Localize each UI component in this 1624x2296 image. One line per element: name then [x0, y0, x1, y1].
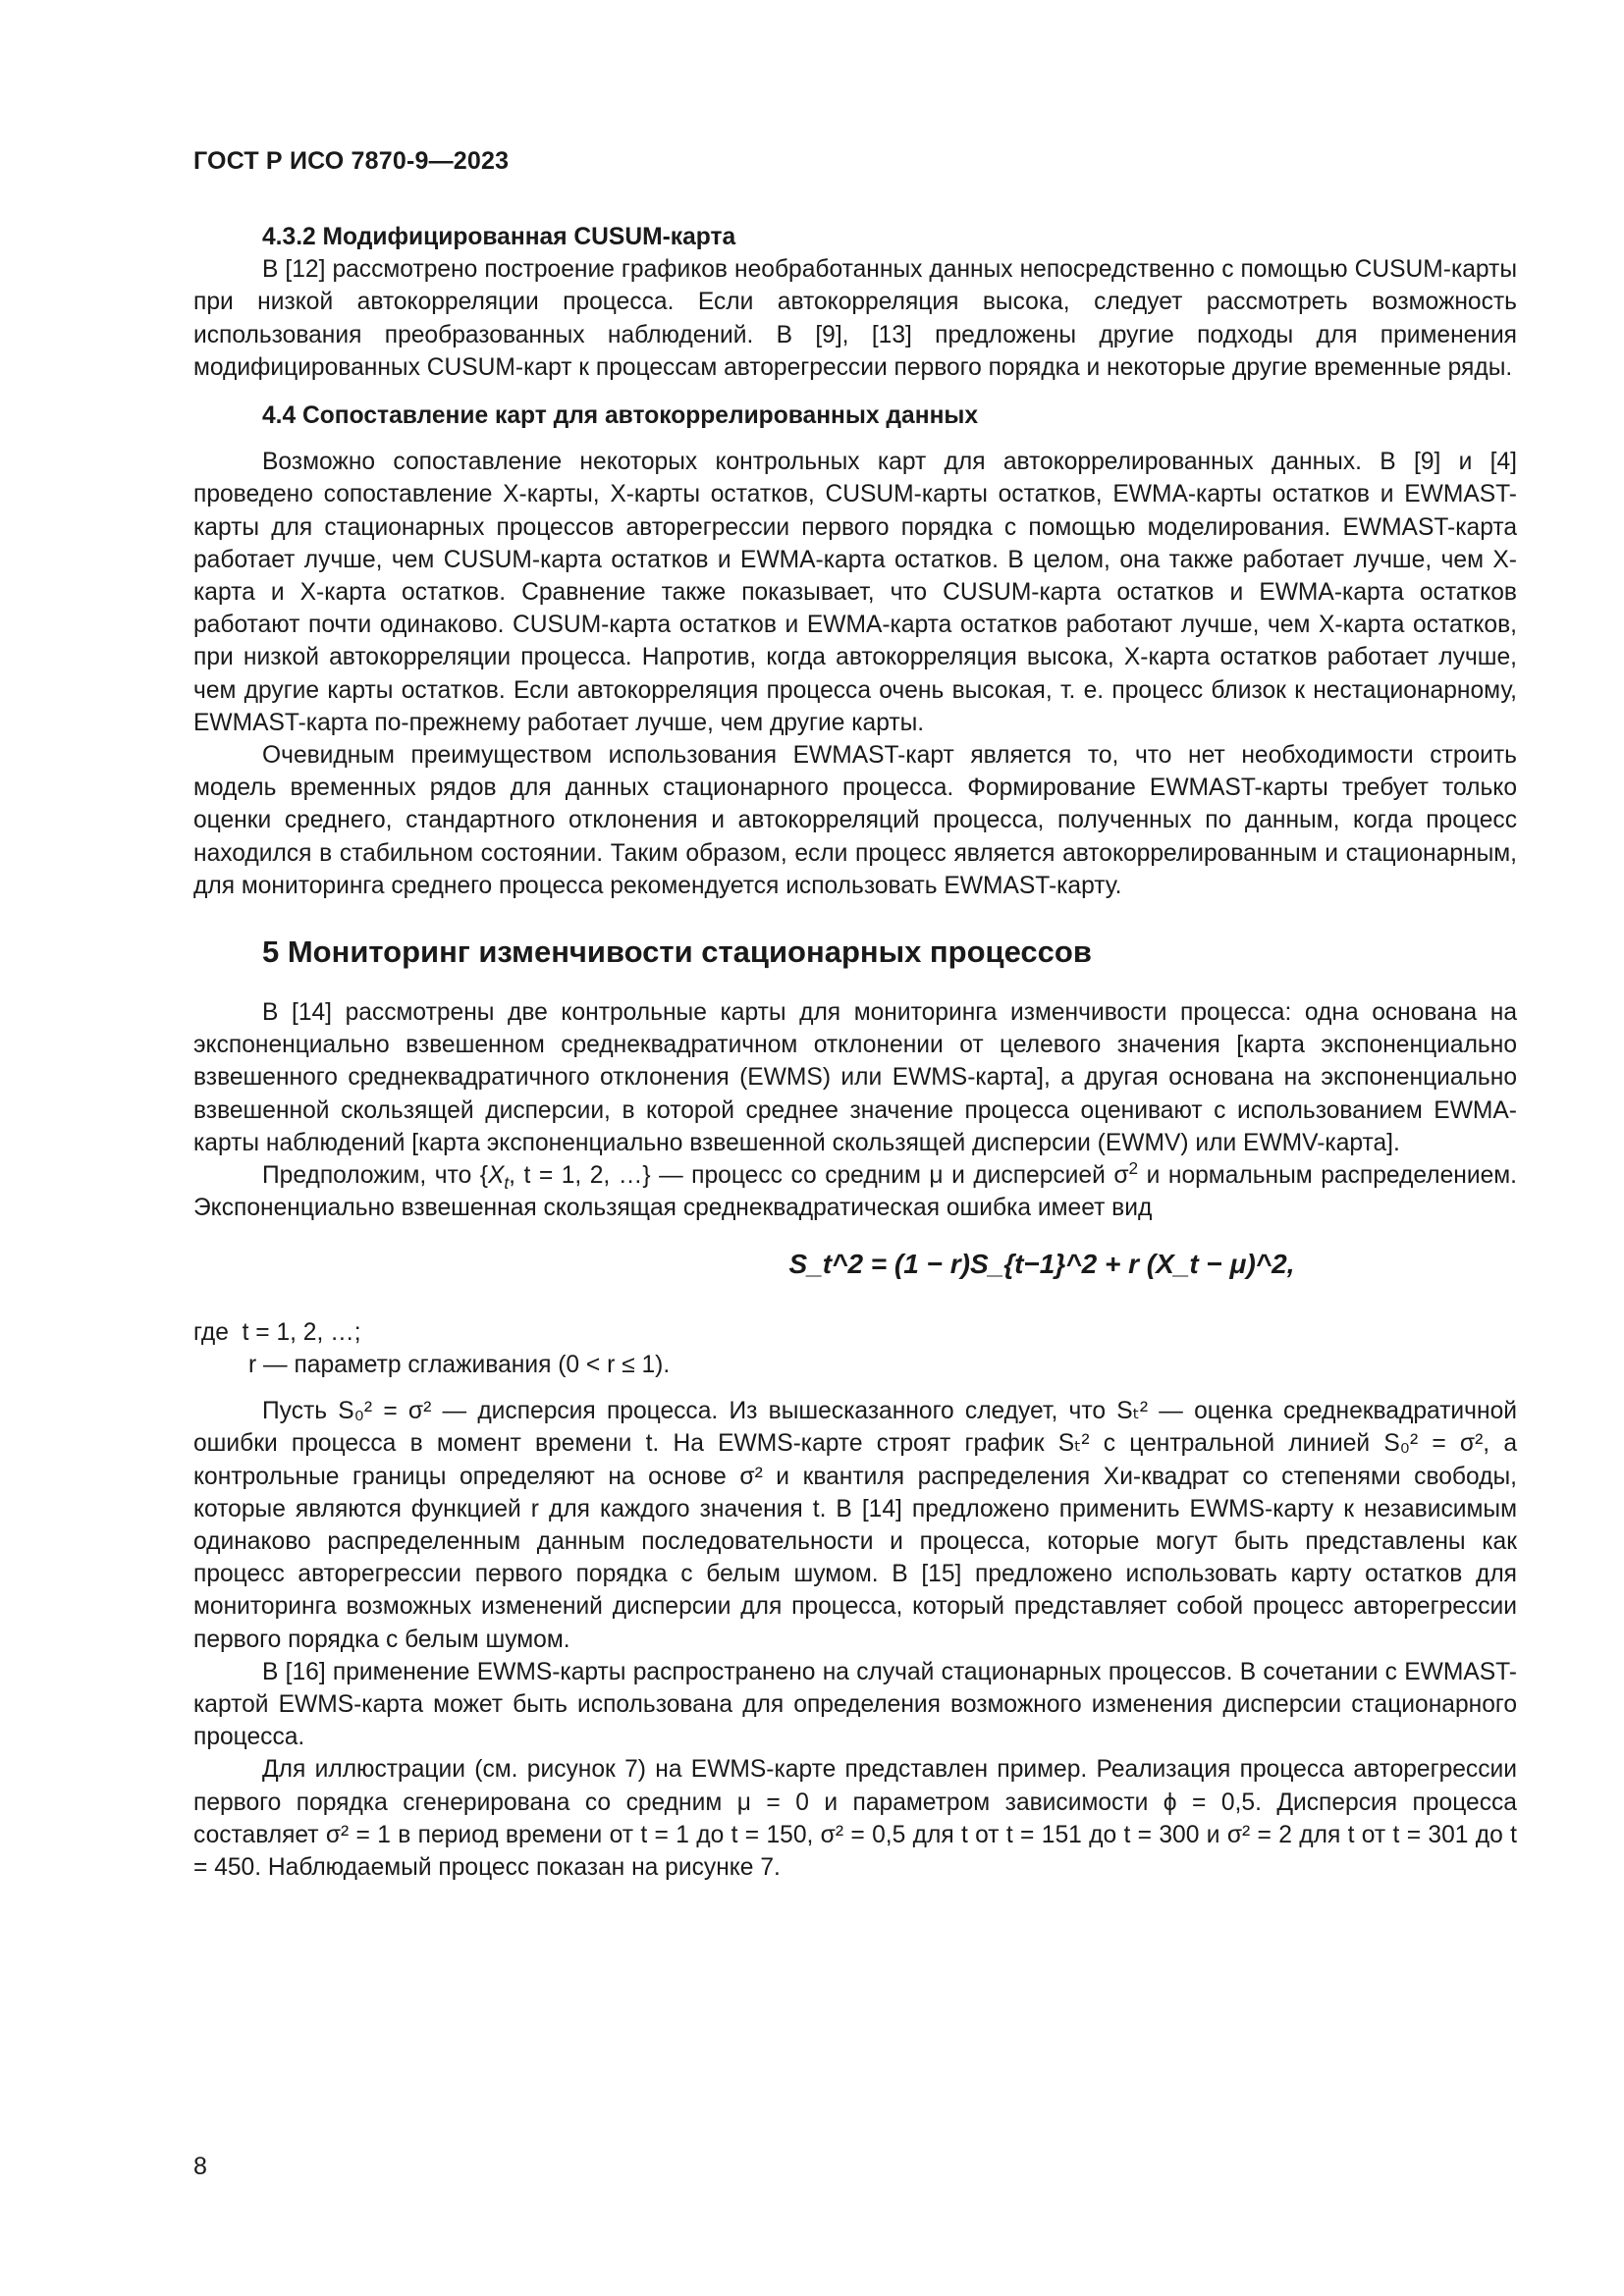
paragraph: В [12] рассмотрено построение графиков необработанных данных непосредственно с помощью CUSUM-карты при низкой автокорреляции процесса. Если автокорреляция высока, следует рассмотреть возможность использования преобразованных наблюдений. В [9], [13] предложены другие подходы для применения модифицированных CUSUM-карт к процессам авторегрессии первого порядка и некоторые другие временные ряды.: [193, 256, 1517, 381]
paragraph-part: и нормальным распределением. Экспоненциально взвешенная скользящая среднеквадратическая ошибка имеет вид: [193, 1162, 1517, 1222]
subsection-heading-4-4: 4.4 Сопоставление карт для автокоррелированных данных: [262, 402, 979, 430]
paragraph: Очевидным преимуществом использования EWMAST-карт является то, что нет необходимости строить модель временных рядов для данных стационарного процесса. Формирование EWMAST-карты требует только оценки среднего, стандартного отклонения и автокорреляций процесса, полученных по данным, когда процесс находился в стабильном состоянии. Таким образом, если процесс является автокоррелированным и стационарным, для мониторинга среднего процесса рекомендуется использовать EWMAST-карту.: [193, 742, 1517, 899]
paragraph: В [14] рассмотрены две контрольные карты для мониторинга изменчивости процесса: одна основана на экспоненциально взвешенном среднеквадратичном отклонении от целевого значения [карта экспоненциально взвешенного среднеквадратичного отклонения (EWMS) или EWMS-карта], а другая основана на экспоненциально взвешенной скользящей дисперсии, в которой среднее значение процесса оценивают с использованием EWMA-карты наблюдений [карта экспоненциально взвешенной скользящей дисперсии (EWMV) или EWMV-карта].: [193, 999, 1517, 1156]
where-list-item: r — параметр сглаживания (0 < r ≤ 1).: [248, 1351, 671, 1378]
paragraph: Пусть S₀² = σ² — дисперсия процесса. Из вышесказанного следует, что Sₜ² — оценка среднеквадратичной ошибки процесса в момент времени t. На EWMS-карте строят график Sₜ² с центральной линией S₀² = σ², а контрольные границы определяют на основе σ² и квантиля распределения Хи-квадрат со степенями свободы, которые являются функцией r для каждого значения t. В [14] предложено применить EWMS-карту к независимым одинаково распределенным данным последовательности и процесса, которые могут быть представлены как процесс авторегрессии первого порядка с белым шумом. В [15] предложено использовать карту остатков для мониторинга возможных изменений дисперсии для процесса, который представляет собой процесс авторегрессии первого порядка с белым шумом.: [193, 1398, 1517, 1653]
page-content: [193, 221, 1517, 1884]
page-number: 8: [193, 2153, 207, 2180]
paragraph-part: Предположим, что {: [262, 1162, 488, 1190]
paragraph: Для иллюстрации (см. рисунок 7) на EWMS-карте представлен пример. Реализация процесса авторегрессии первого порядка сгенерирована со средним μ = 0 и параметром зависимости ϕ = 0,5. Дисперсия процесса составляет σ² = 1 в период времени от t = 1 до t = 150, σ² = 0,5 для t от t = 151 до t = 300 и σ² = 2 для t от t = 301 до t = 450. Наблюдаемый процесс показан на рисунке 7.: [193, 1756, 1517, 1881]
paragraph: Возможно сопоставление некоторых контрольных карт для автокоррелированных данных. В [9] и [4] проведено сопоставление X-карты, X-карты остатков, CUSUM-карты остатков, EWMA-карты остатков и EWMAST-карты для стационарных процессов авторегрессии первого порядка с помощью моделирования. EWMAST-карта работает лучше, чем CUSUM-карта остатков и EWMA-карта остатков. В целом, она также работает лучше, чем X-карта и X-карта остатков. Сравнение также показывает, что CUSUM-карта остатков и EWMA-карта остатков работают почти одинаково. CUSUM-карта остатков и EWMA-карта остатков работают лучше, чем X-карта остатков, при низкой автокорреляции процесса. Напротив, когда автокорреляция высока, X-карта остатков работает лучше, чем другие карты остатков. Если автокорреляция процесса очень высокая, т. е. процесс близок к нестационарному, EWMAST-карта по-прежнему работает лучше, чем другие карты.: [193, 449, 1517, 736]
section-heading-5: 5 Мониторинг изменчивости стационарных процессов: [262, 934, 1092, 970]
where-label: где: [193, 1318, 229, 1346]
paragraph-part: , t = 1, 2, …} — процесс со средним μ и дисперсией σ: [509, 1162, 1129, 1190]
subsection-heading-4-3-2: 4.3.2 Модифицированная CUSUM-карта: [262, 224, 736, 250]
paragraph: В [16] применение EWMS-карты распространено на случай стационарных процессов. В сочетании с EWMAST-картой EWMS-карта может быть использована для определения возможного изменения дисперсии стационарного процесса.: [193, 1658, 1517, 1751]
document-header: ГОСТ Р ИСО 7870-9—2023: [193, 147, 510, 175]
paragraph: Предположим, что {$X_t$, t = 1, 2, …} — процесс со средним μ и дисперсией $\sigma^2$ и нормальным распределением. Экспоненциально взвешенная скользящая среднеквадратическая ошибка имеет вид: [193, 1157, 1517, 1222]
where-list-item: [193, 1316, 1517, 1349]
formula-ewms: S_t^2 = (1 − r)S_{t−1}^2 + r (X_t − μ)^2,: [788, 1249, 1295, 1280]
where-text: t = 1, 2, …;: [242, 1318, 361, 1346]
